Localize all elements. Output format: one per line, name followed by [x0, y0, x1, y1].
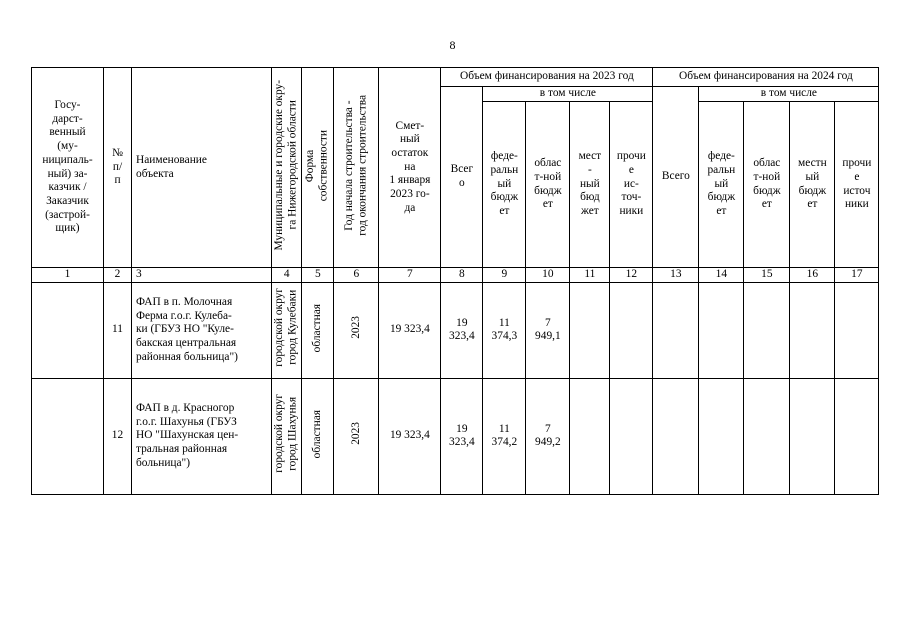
local-2023-cell [570, 282, 610, 378]
column-number: 7 [379, 268, 441, 283]
column-number: 13 [653, 268, 699, 283]
local-2024-cell [790, 378, 835, 494]
municipal-header: Муниципальные и городские окру- га Нижегородской области [272, 68, 302, 268]
municipal-cell: городской округ город Шахунья [272, 378, 302, 494]
other-2024-header: прочи е источ ники [835, 102, 879, 268]
total-2024-cell [653, 378, 699, 494]
total-2023-header: Всег о [441, 87, 483, 268]
column-number: 3 [132, 268, 272, 283]
column-number: 2 [104, 268, 132, 283]
column-number: 11 [570, 268, 610, 283]
object-name-cell: ФАП в п. Молочная Ферма г.о.г. Кулеба- ки (ГБУЗ НО "Куле- бакская центральная районная больница") [132, 282, 272, 378]
column-number: 5 [302, 268, 334, 283]
local-2023-header: мест - ный бюд жет [570, 102, 610, 268]
column-number: 9 [483, 268, 526, 283]
construction-years-cell: 2023 [334, 378, 379, 494]
column-number: 16 [790, 268, 835, 283]
regional-2024-cell [744, 378, 790, 494]
customer-cell [32, 282, 104, 378]
column-number: 8 [441, 268, 483, 283]
number-header: № п/ п [104, 68, 132, 268]
ownership-cell: областная [302, 282, 334, 378]
page-number: 8 [449, 38, 456, 52]
financing-table [31, 67, 879, 495]
regional-2024-cell [744, 282, 790, 378]
regional-2023-header: облас т-ной бюдж ет [526, 102, 570, 268]
column-number: 6 [334, 268, 379, 283]
other-2023-header: прочи е ис- точ- ники [610, 102, 653, 268]
row-number-cell: 11 [104, 282, 132, 378]
federal-2024-header: феде- ральн ый бюдж ет [699, 102, 744, 268]
total-2023-cell: 19 323,4 [441, 378, 483, 494]
total-2024-header: Всего [653, 87, 699, 268]
estimate-balance-cell: 19 323,4 [379, 378, 441, 494]
other-2024-cell [835, 378, 879, 494]
column-number: 14 [699, 268, 744, 283]
regional-2024-header: облас т-ной бюдж ет [744, 102, 790, 268]
total-2024-cell [653, 282, 699, 378]
estimate-balance-header: Смет- ный остаток на 1 января 2023 го- да [379, 68, 441, 268]
construction-years-header: Год начала строительства - год окончания строительства [334, 68, 379, 268]
other-2023-cell [610, 282, 653, 378]
column-number: 4 [272, 268, 302, 283]
column-numbers-row [32, 268, 879, 283]
including-2023-header: в том числе [483, 87, 653, 102]
including-2024-header: в том числе [699, 87, 879, 102]
object-name-header: Наименование объекта [132, 68, 272, 268]
ownership-cell: областная [302, 378, 334, 494]
other-2024-cell [835, 282, 879, 378]
federal-2024-cell [699, 282, 744, 378]
column-number: 1 [32, 268, 104, 283]
other-2023-cell [610, 378, 653, 494]
table-row [32, 282, 879, 378]
federal-2023-cell: 11 374,2 [483, 378, 526, 494]
construction-years-cell: 2023 [334, 282, 379, 378]
estimate-balance-cell: 19 323,4 [379, 282, 441, 378]
regional-2023-cell: 7 949,2 [526, 378, 570, 494]
column-number: 17 [835, 268, 879, 283]
financing-2024-header: Объем финансирования на 2024 год [653, 68, 879, 87]
federal-2023-cell: 11 374,3 [483, 282, 526, 378]
table-row [32, 378, 879, 494]
row-number-cell: 12 [104, 378, 132, 494]
customer-cell [32, 378, 104, 494]
local-2024-header: местн ый бюдж ет [790, 102, 835, 268]
local-2023-cell [570, 378, 610, 494]
local-2024-cell [790, 282, 835, 378]
customer-header: Госу- дарст- венный (му- ниципаль- ный) за- казчик / Заказчик (застрой- щик) [32, 68, 104, 268]
regional-2023-cell: 7 949,1 [526, 282, 570, 378]
municipal-cell: городской округ город Кулебаки [272, 282, 302, 378]
column-number: 12 [610, 268, 653, 283]
total-2023-cell: 19 323,4 [441, 282, 483, 378]
column-number: 15 [744, 268, 790, 283]
federal-2023-header: феде- ральн ый бюдж ет [483, 102, 526, 268]
ownership-header: Форма собственности [302, 68, 334, 268]
financing-2023-header: Объем финансирования на 2023 год [441, 68, 653, 87]
object-name-cell: ФАП в д. Красногор г.о.г. Шахунья (ГБУЗ НО "Шахунская цен- тральная районная больница") [132, 378, 272, 494]
federal-2024-cell [699, 378, 744, 494]
column-number: 10 [526, 268, 570, 283]
